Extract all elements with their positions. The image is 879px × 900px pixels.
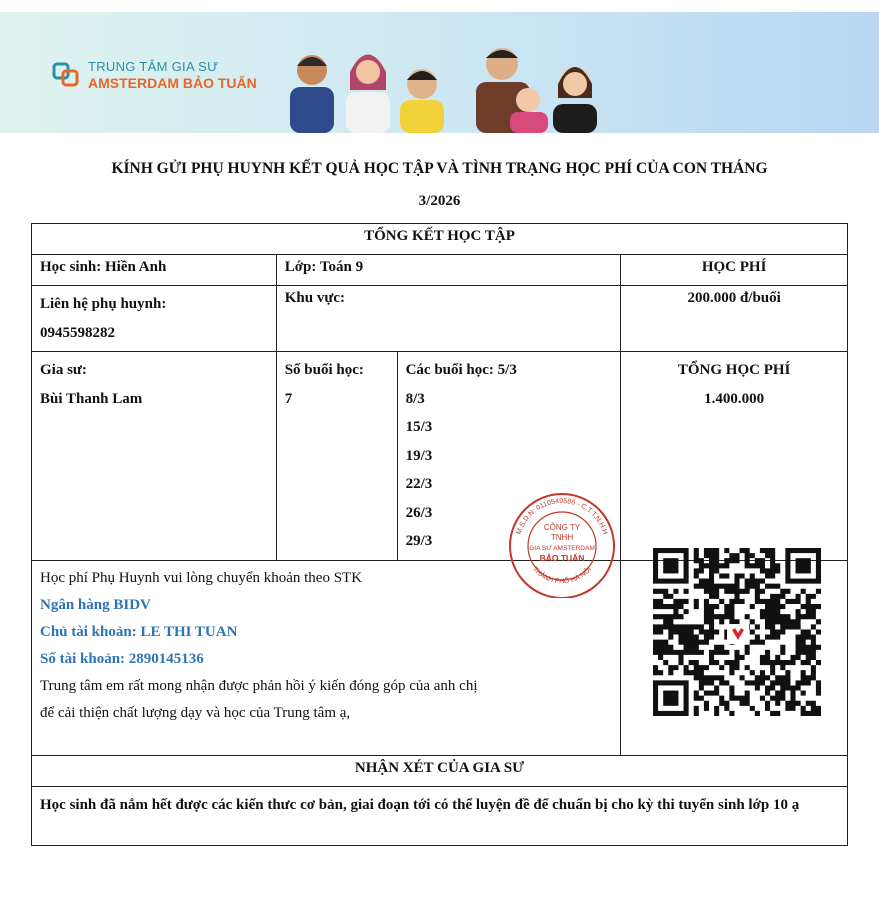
parent-contact-label: Liên hệ phụ huynh:: [40, 296, 167, 312]
session-date: 29/3: [405, 533, 433, 549]
svg-text:THÀNH PHỐ HÀ NỘI: [531, 565, 593, 585]
page-title: KÍNH GỬI PHỤ HUYNH KẾT QUẢ HỌC TẬP VÀ TÌNH TRẠNG HỌC PHÍ CỦA CON THÁNG: [111, 160, 768, 177]
stamp-line3: GIA SƯ AMSTERDAM: [529, 545, 595, 552]
fee-per-session: 200.000 đ/buổi: [621, 286, 848, 352]
logo-subtitle: AMSTERDAM BẢO TUẤN: [88, 75, 257, 91]
tutor-cell: [32, 352, 277, 561]
total-fee-cell: [621, 352, 848, 561]
review-title: NHẬN XÉT CỦA GIA SƯ: [32, 755, 848, 786]
company-stamp: [505, 490, 619, 598]
parent-contact-cell: [32, 286, 277, 352]
header-banner: [0, 12, 879, 133]
feedback-note: Trung tâm em rất mong nhận được phản hồi ý kiến đóng góp của anh chị: [40, 677, 478, 694]
stamp-line4: BẢO TUẤN: [539, 553, 585, 563]
session-date: 22/3: [405, 476, 433, 492]
session-date: 26/3: [405, 504, 433, 521]
stamp-line1: CÔNG TY: [543, 523, 581, 532]
session-date: 8/3: [405, 390, 425, 407]
stamp-outer-text: M.S.D.N: 0110549586 - C.T.T.N.H.H: [515, 497, 609, 536]
qr-code: [653, 548, 821, 720]
total-fee-value: 1.400.000: [704, 390, 765, 407]
parent-phone: 0945598282: [40, 324, 115, 341]
class-name: Lớp: Toán 9: [276, 255, 621, 286]
center-logo: [52, 59, 257, 91]
page-title-month: 3/2026: [418, 193, 461, 209]
summary-title: TỔNG KẾT HỌC TẬP: [32, 224, 848, 255]
total-fee-label: TỔNG HỌC PHÍ: [677, 362, 791, 378]
area-label: Khu vực:: [276, 286, 621, 352]
tutor-label: Gia sư:: [40, 362, 87, 378]
stamp-line2: TNHH: [550, 533, 574, 542]
account-owner: Chủ tài khoản: LE THI TUAN: [40, 623, 238, 640]
student-name: Học sinh: Hiền Anh: [32, 255, 277, 286]
account-number: Số tài khoản: 2890145136: [40, 650, 204, 667]
family-photo: [270, 12, 610, 133]
sessions-label: Số buổi học:: [284, 362, 364, 378]
fee-header: HỌC PHÍ: [621, 255, 848, 286]
session-date: 15/3: [405, 419, 433, 435]
bank-name: Ngân hàng BIDV: [40, 596, 151, 613]
feedback-note-2: để cải thiện chất lượng dạy và học của Trung tâm ạ,: [40, 704, 351, 721]
stamp-bottom-text: THÀNH PHỐ HÀ NỘI: [530, 565, 594, 586]
logo-icon: [52, 62, 80, 88]
session-date: 19/3: [405, 447, 433, 464]
review-text: Học sinh đã nắm hết được các kiến thưc cơ bản, giai đoạn tới có thể luyện đề để chuẩn bị cho kỳ thi tuyển sinh lớp 10 ạ: [32, 786, 848, 845]
sessions-count: 7: [284, 390, 293, 407]
payment-intro: Học phí Phụ Huynh vui lòng chuyển khoản theo STK: [40, 569, 363, 586]
result-table: [31, 223, 848, 846]
sessions-count-cell: [276, 352, 397, 561]
session-dates-label: Các buổi học: 5/3: [405, 362, 517, 378]
logo-title: TRUNG TÂM GIA SƯ: [88, 59, 219, 74]
tutor-name: Bùi Thanh Lam: [40, 390, 143, 407]
